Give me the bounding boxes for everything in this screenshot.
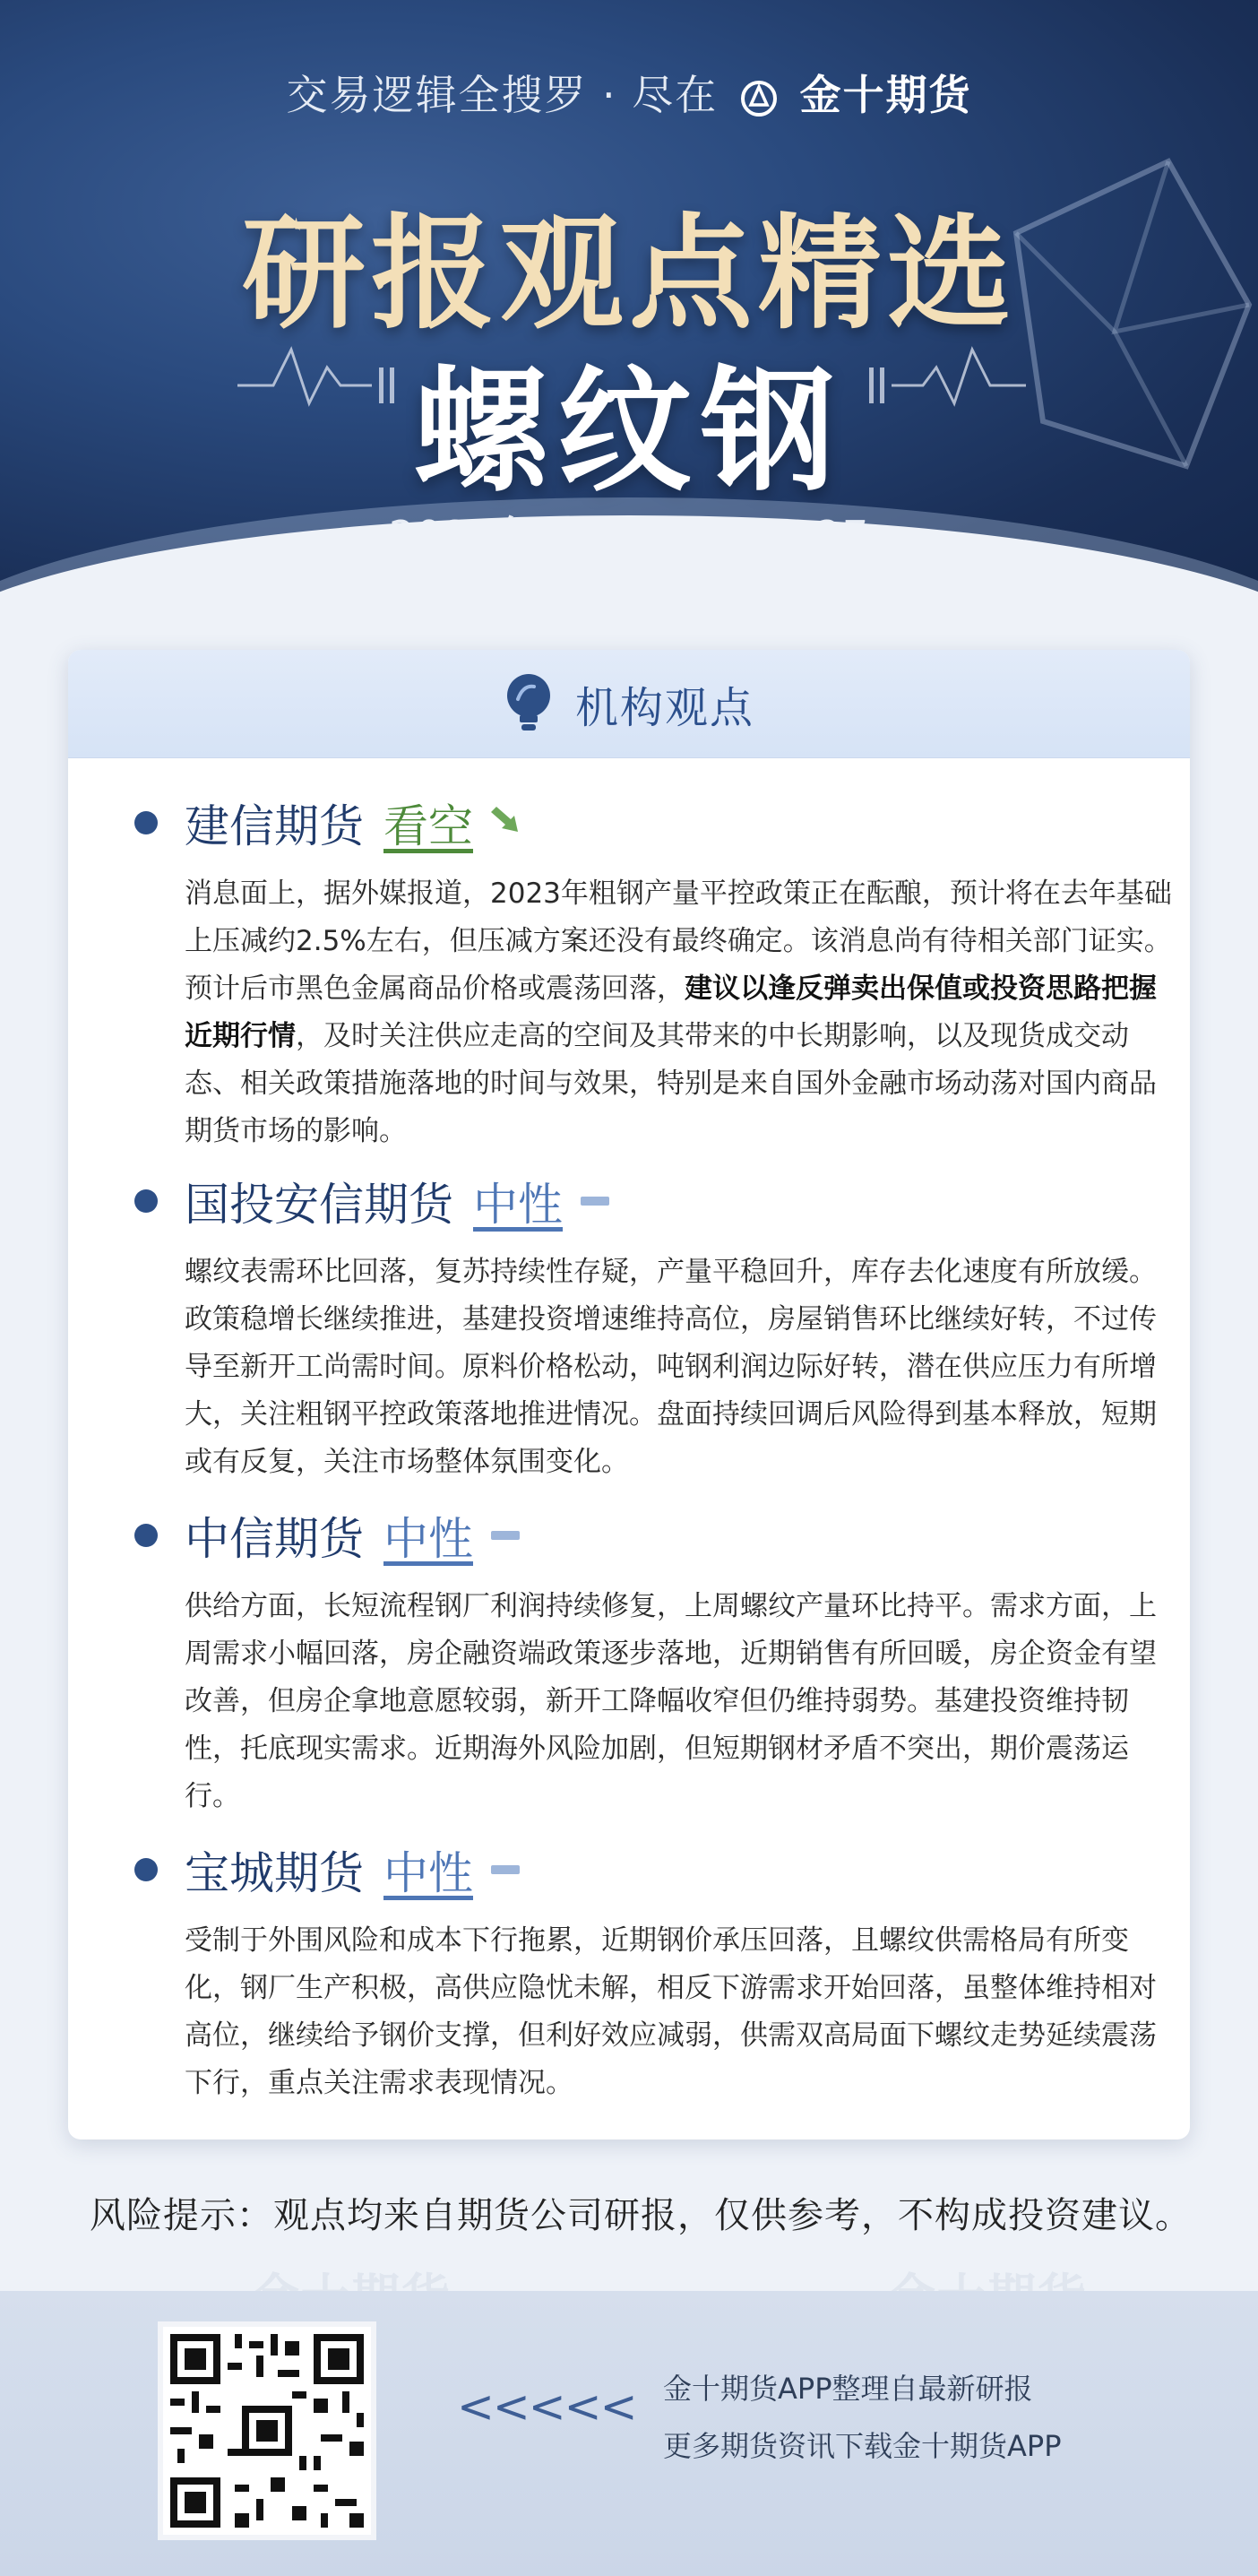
jin10-logo-icon xyxy=(738,78,780,119)
card-header xyxy=(68,650,1190,758)
stance-label: 中性 xyxy=(383,1513,473,1565)
institution-name: 国投安信期货 xyxy=(185,1179,453,1231)
section-body: 供给方面，长短流程钢厂利润持续修复，上周螺纹产量环比持平。需求方面，上周需求小幅回落，房企融资端政策逐步落地，近期销售有所回暖，房企资金有望改善，但房企拿地意愿较弱，新开工降幅收窄但仍维持弱势。基建投资维持韧性，托底现实需求。近期海外风险加剧，但短期钢材矛盾不突出，期价震荡运行。 xyxy=(185,1590,1157,1812)
institution-name: 建信期货 xyxy=(185,800,364,852)
page-title: 研报观点精选 xyxy=(241,202,1016,346)
section-title xyxy=(134,791,527,854)
brand-name: 金十期货 xyxy=(799,71,972,119)
tagline xyxy=(0,63,1258,122)
stance-label: 中性 xyxy=(383,1847,473,1899)
body-text: ，及时关注供应走高的空间及其带来的中长期影响，以及现货成交动态、相关政策措施落地的时间与效果，特别是来自国外金融市场动荡对国内商品期货市场的影响。 xyxy=(185,1020,1157,1147)
section-title xyxy=(134,1504,520,1567)
down-arrow-icon xyxy=(487,805,527,841)
section-title xyxy=(134,1170,609,1232)
section-body xyxy=(185,870,1179,1155)
footer-line-1: 金十期货APP整理自最新研报 xyxy=(663,2372,1033,2406)
footer xyxy=(0,2291,1258,2576)
body-emphasis: 建议以逢反弹卖出保值或投资思路把握近期行情 xyxy=(185,972,1157,1052)
pointing-arrows: <<<<< xyxy=(457,2381,636,2433)
pulse-line-right-icon xyxy=(865,341,1026,412)
section-body: 受制于外围风险和成本下行拖累，近期钢价承压回落，且螺纹供需格局有所变化，钢厂生产积极，高供应隐忧未解，相反下游需求开始回落，虽整体维持相对高位，继续给予钢价支撑，但利好效应减弱，供需双高局面下螺纹走势延续震荡下行，重点关注需求表现情况。 xyxy=(185,1924,1157,2099)
opinions-card xyxy=(68,650,1190,2139)
footer-line-2: 更多期货资讯下载金十期货APP xyxy=(663,2429,1062,2463)
bullet-dot-icon xyxy=(134,811,158,834)
bullet-dot-icon xyxy=(134,1524,158,1547)
neutral-dash-icon xyxy=(491,1531,520,1540)
stance-label: 中性 xyxy=(473,1179,563,1231)
lightbulb-icon xyxy=(504,672,554,735)
qr-code[interactable] xyxy=(158,2321,376,2540)
neutral-dash-icon xyxy=(491,1865,520,1874)
institution-name: 宝城期货 xyxy=(185,1847,364,1899)
neutral-dash-icon xyxy=(581,1197,609,1206)
section-body: 螺纹表需环比回落，复苏持续性存疑，产量平稳回升，库存去化速度有所放缓。政策稳增长继续推进，基建投资增速维持高位，房屋销售环比继续好转，不过传导至新开工尚需时间。原料价格松动，吨钢利润边际好转，潜在供应压力有所增大，关注粗钢平控政策落地推进情况。盘面持续回调后风险得到基本释放，短期或有反复，关注市场整体氛围变化。 xyxy=(185,1256,1157,1478)
bullet-dot-icon xyxy=(134,1189,158,1213)
stance-label: 看空 xyxy=(383,800,473,852)
institution-name: 中信期货 xyxy=(185,1513,364,1565)
card-heading: 机构观点 xyxy=(574,682,754,733)
bullet-dot-icon xyxy=(134,1858,158,1881)
header-banner xyxy=(0,0,1258,601)
tagline-text: 交易逻辑全搜罗 · 尽在 xyxy=(286,71,719,119)
section-title xyxy=(134,1838,520,1901)
qr-code-icon xyxy=(163,2327,371,2535)
page-subtitle: 螺纹钢 xyxy=(413,354,844,510)
risk-notice: 风险提示：观点均来自期货公司研报，仅供参考，不构成投资建议。 xyxy=(90,2195,1192,2236)
body-text: 消息面上，据外媒报道，2023年粗钢产量平控政策正在酝酿，预计将在去年基础上压减约2.5%左右，但压减方案还没有最终确定。该消息尚有待相关部门证实。预计后市黑色金属商品价格或震荡回落， xyxy=(185,877,1172,1005)
